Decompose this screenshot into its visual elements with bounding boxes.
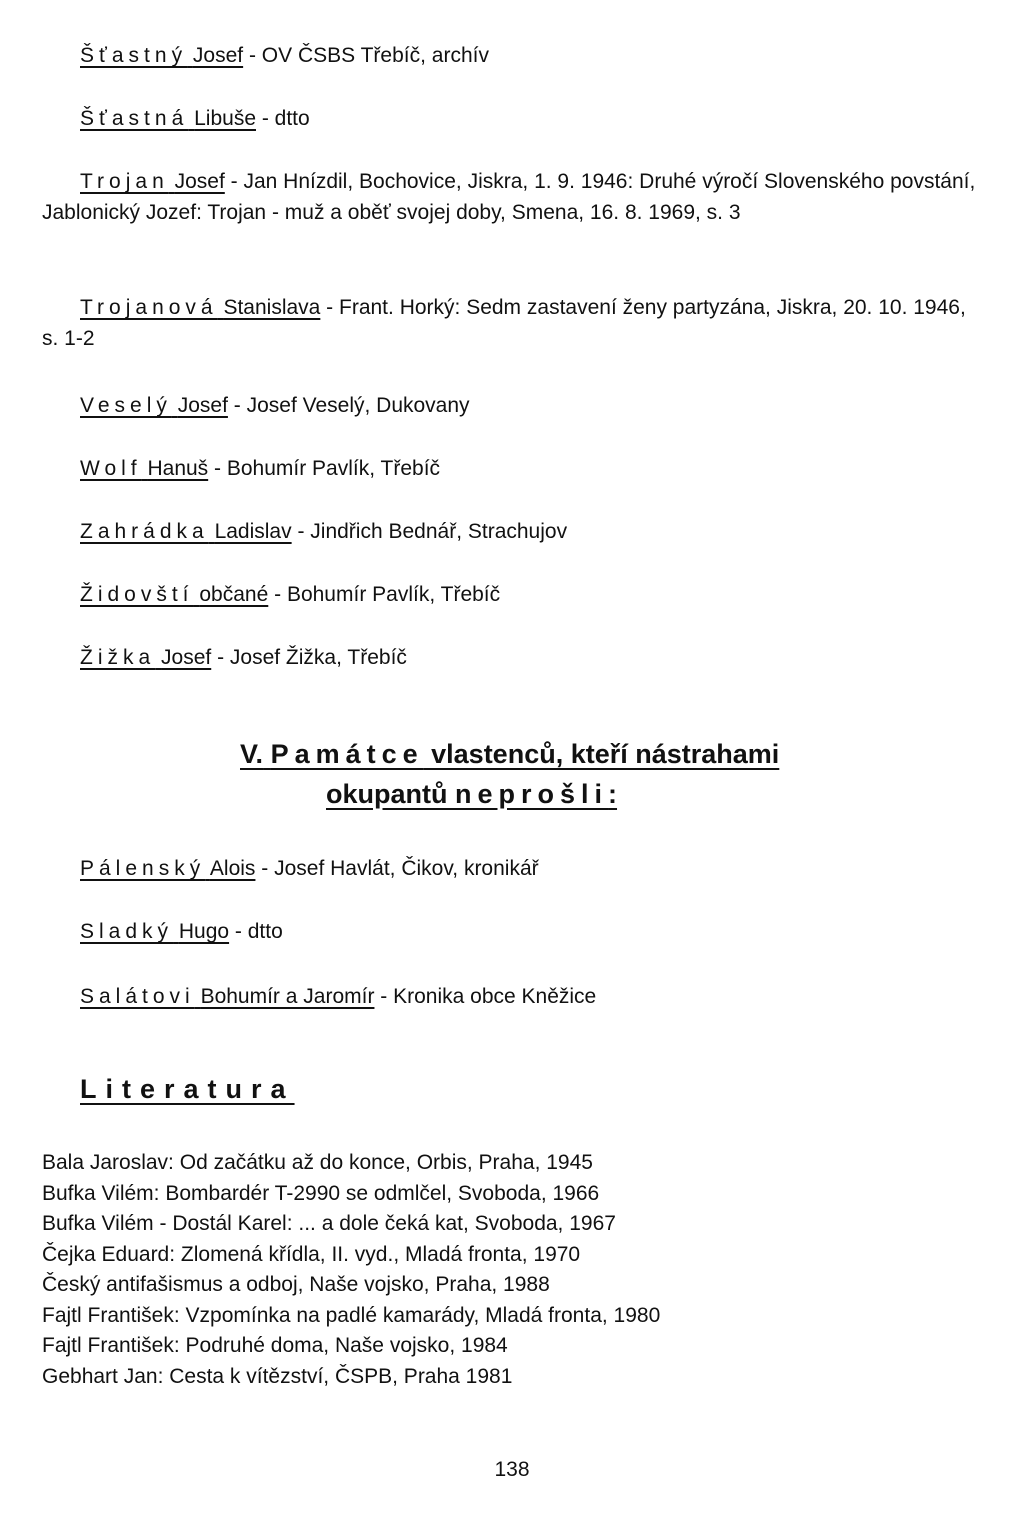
entry-given: Stanislava [223, 296, 321, 319]
entry-name [80, 296, 320, 319]
entry-surname: Veselý [80, 394, 172, 417]
section-number: V. [240, 739, 264, 769]
entry-given: Hanuš [147, 457, 209, 480]
entry-surname: Trojanová [80, 296, 218, 319]
entry-surname: Šťastná [80, 107, 189, 130]
literature-item: Fajtl František: Podruhé doma, Naše vojsko, 1984 [42, 1334, 508, 1357]
entry-name [80, 394, 228, 417]
entry-source: - Josef Veselý, Dukovany [227, 394, 470, 417]
entry-surname: Wolf [80, 457, 142, 480]
literature-item: Fajtl František: Vzpomínka na padlé kamarády, Mladá fronta, 1980 [42, 1303, 661, 1327]
literature-item: Bala Jaroslav: Od začátku až do konce, Orbis, Praha, 1945 [42, 1151, 593, 1174]
section-heading-line2 [326, 776, 617, 812]
literature-item: Čejka Eduard: Zlomená křídla, II. vyd., Mladá fronta, 1970 [42, 1242, 581, 1266]
entry-source: - Frant. Horký: Sedm zastavení ženy partyzána, Jiskra, 20. 10. 1946, s. 1-2 [42, 296, 966, 350]
entry-name [80, 857, 255, 880]
entry-name [80, 583, 268, 606]
entry-name [80, 920, 229, 943]
section-heading-spaced: neprošli [455, 779, 609, 809]
literature-item: Gebhart Jan: Cesta k vítězství, ČSPB, Praha 1981 [42, 1364, 513, 1388]
entry-surname: Salátovi [80, 985, 195, 1008]
entry-surname: Židovští [80, 583, 194, 606]
entry-given: Josef [192, 44, 244, 67]
entry-trojan-josef [42, 166, 984, 228]
entry-given: Hugo [178, 920, 230, 943]
entry-wolf-hanus [80, 453, 440, 484]
entry-sladky-hugo [80, 916, 283, 947]
entry-given: občané [199, 583, 269, 606]
entry-name [80, 985, 374, 1008]
entry-name [80, 107, 256, 130]
section-heading-line1 [240, 736, 779, 772]
entry-given: Josef [161, 646, 212, 669]
entry-surname: Pálenský [80, 857, 206, 880]
literature-item: Bufka Vilém - Dostál Karel: ... a dole čeká kat, Svoboda, 1967 [42, 1212, 616, 1235]
literature-list [42, 1148, 660, 1392]
entry-name [80, 170, 225, 193]
entry-source: - OV ČSBS Třebíč, archív [243, 44, 489, 67]
entry-source: - dtto [256, 107, 310, 130]
section-heading-colon: : [608, 779, 618, 809]
entry-source: - Jindřich Bednář, Strachujov [291, 520, 568, 543]
section-heading-spaced: Památce [270, 739, 424, 769]
entry-vesely-josef [80, 390, 470, 421]
entry-given: Josef [177, 394, 228, 417]
literature-item: Český antifašismus a odboj, Naše vojsko, Praha, 1988 [42, 1273, 550, 1296]
entry-stastny-josef [80, 40, 489, 71]
entry-given: Bohumír a Jaromír [200, 985, 375, 1008]
entry-zahradka-ladislav [80, 516, 567, 547]
entry-name [80, 44, 243, 67]
entry-trojanova-stanislava [42, 292, 984, 354]
entry-surname: Zahrádka [80, 520, 209, 543]
entry-name [80, 646, 211, 669]
entry-given: Ladislav [214, 520, 292, 543]
entry-surname: Žižka [80, 646, 156, 669]
entry-source: - Bohumír Pavlík, Třebíč [208, 457, 441, 480]
literature-heading: Literatura [80, 1074, 295, 1104]
entry-source: - Jan Hnízdil, Bochovice, Jiskra, 1. 9. 1946: Druhé výročí Slovenského povstání, Jablonický Jozef: Trojan - muž a oběť svojej doby, Smena, 16. 8. 1969, s. 3 [42, 170, 976, 224]
page-number: 138 [494, 1458, 530, 1481]
entry-given: Libuše [194, 107, 256, 130]
section-heading-text: vlastenců, kteří nástrahami [423, 739, 780, 769]
entry-name [80, 457, 208, 480]
entry-zizka-josef [80, 642, 407, 673]
entry-source: - Josef Žižka, Třebíč [211, 646, 407, 669]
entry-zidovsti-obcane [80, 579, 500, 610]
entry-surname: Šťastný [80, 44, 188, 67]
entry-source: - Bohumír Pavlík, Třebíč [268, 583, 501, 606]
entry-salatovi [80, 981, 596, 1012]
entry-name [80, 520, 292, 543]
entry-source: - dtto [229, 920, 283, 943]
entry-source: - Kronika obce Kněžice [374, 985, 597, 1008]
entry-given: Josef [174, 170, 225, 193]
entry-given: Alois [209, 857, 256, 880]
literature-item: Bufka Vilém: Bombardér T-2990 se odmlčel, Svoboda, 1966 [42, 1181, 600, 1205]
section-heading-text: okupantů [326, 779, 455, 809]
entry-palensky-alois [80, 853, 539, 884]
entry-source: - Josef Havlát, Čikov, kronikář [255, 857, 539, 880]
entry-stastna-libuse [80, 103, 310, 134]
entry-surname: Trojan [80, 170, 169, 193]
entry-surname: Sladký [80, 920, 174, 943]
